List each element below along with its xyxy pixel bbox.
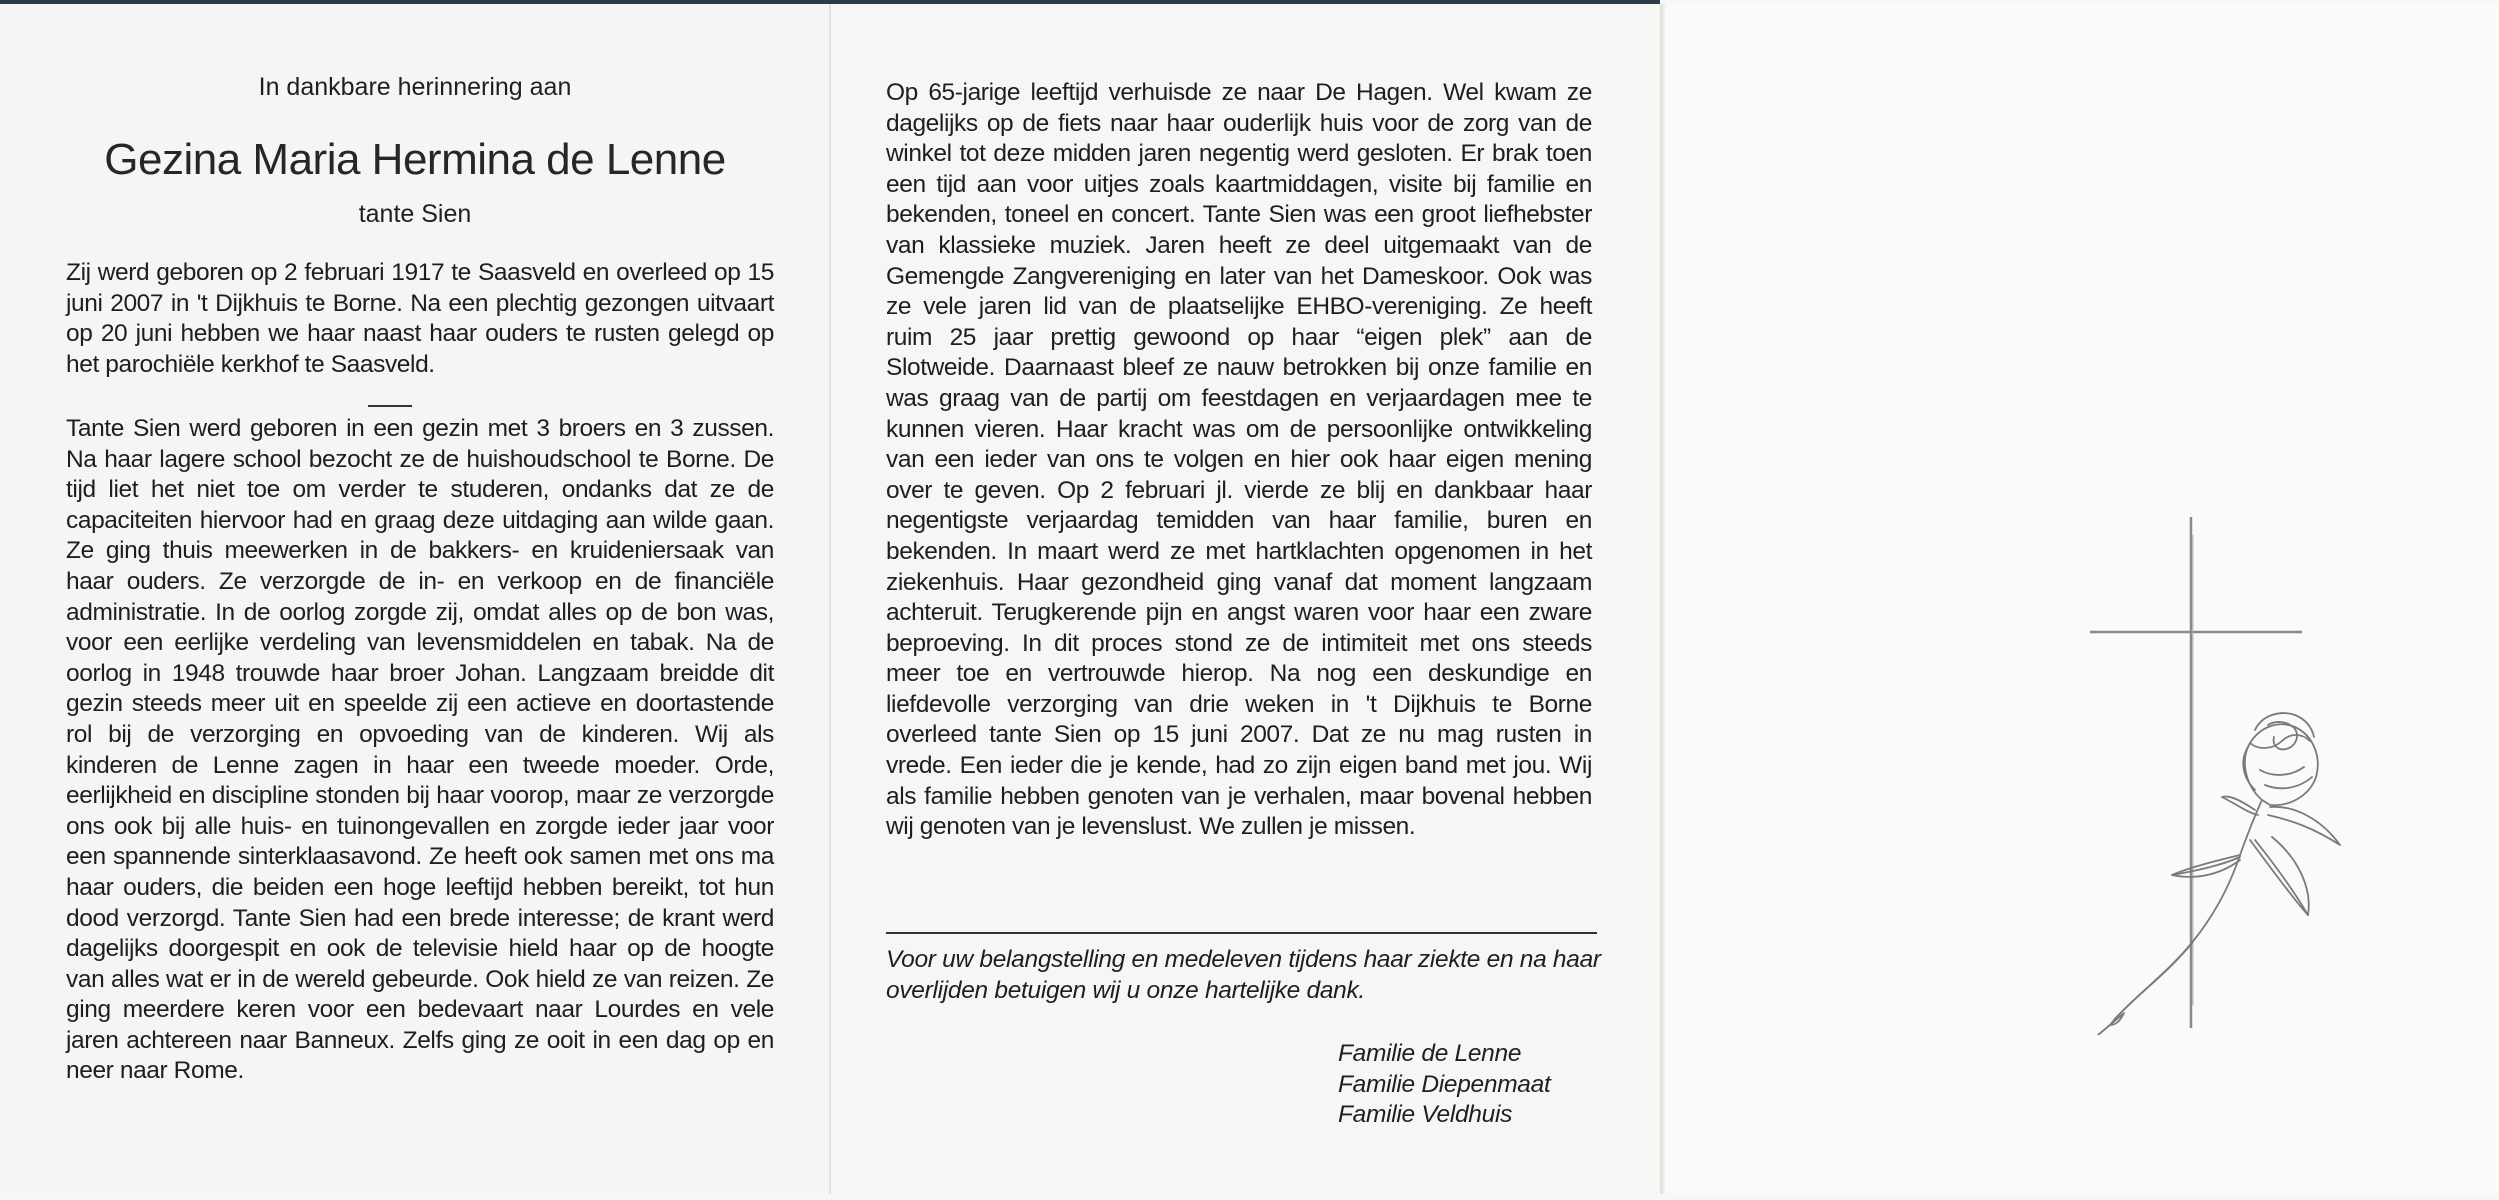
right-panel xyxy=(1665,4,2499,1194)
signature: Familie de Lenne xyxy=(1338,1040,1522,1067)
fold-line xyxy=(1660,4,1665,1194)
divider xyxy=(886,932,1597,934)
intro-text: In dankbare herinnering aan xyxy=(258,73,572,101)
thanks-text: Voor uw belangstelling en medeleven tijdens haar ziekte en na haar overlijden betuigen wij u onze hartelijke dank. xyxy=(886,946,1601,1004)
cross-icon xyxy=(2090,517,2302,1028)
signature: Familie Diepenmaat xyxy=(1338,1070,1551,1098)
biography-paragraph: Zij werd geboren op 2 februari 1917 te Saasveld en overleed op 15 juni 2007 in 't Dijkhuis te Borne. Na een plechtig gezongen uitvaart op 20 juni hebben we haar naast haar ouders te rusten gelegd op het parochiële kerkhof te Saasveld. xyxy=(66,259,774,378)
cross-rose-drawing xyxy=(2090,515,2350,1035)
signature: Familie Veldhuis xyxy=(1338,1101,1513,1128)
deceased-name: Gezina Maria Hermina de Lenne xyxy=(104,135,726,184)
rose-icon xyxy=(2098,713,2340,1035)
biography-paragraph: Op 65-jarige leeftijd verhuisde ze naar De Hagen. Wel kwam ze dagelijks op de fiets naar haar ouderlijk huis voor de zorg van de winkel tot deze midden jaren negentig werd gesloten. Er brak toen een tijd aan voor uitjes zoals kaartmiddagen, visite bij familie en bekenden, toneel en concert. Tante Sien was een groot liefhebster van klassieke muziek. Jaren heeft ze deel uitgemaakt van de Gemengde Zangvereniging en later van het Dameskoor. Ook was ze vele jaren lid van de plaatselijke EHBO-vereniging. Ze heeft ruim 25 jaar prettig gewoond op haar “eigen plek” aan de Slotweide. Daarnaast bleef ze nauw betrokken bij onze familie en was graag van de partij om feestdagen en verjaardagen mee te kunnen vieren. Haar kracht was om de persoonlijke ontwikkeling van een ieder van ons te volgen en hier ook haar eigen mening over te geven. Op 2 februari jl. vierde ze blij en dankbaar haar negentigste verjaardag temidden van haar familie, buren en bekenden. In maart werd ze met hartklachten opgenomen in het ziekenhuis. Haar gezondheid ging vanaf dat moment langzaam achteruit. Terugkerende pijn en angst waren voor haar een zware beproeving. In dit proces stond ze de intimiteit met ons steeds meer toe en vertrouwde hierop. Na nog een deskundige en liefdevolle verzorging van drie weken in 't Dijkhuis te Borne overleed tante Sien op 15 juni 2007. Dat ze nu mag rusten in vrede. Een ieder die je kende, had zo zijn eigen band met jou. Wij als familie hebben genoten van je verhalen, maar bovenal hebben wij genoten van je levenslust. We zullen je missen. xyxy=(886,79,1592,841)
divider xyxy=(368,405,412,407)
signature-list xyxy=(1338,1039,1550,1131)
biography-paragraph: Tante Sien werd geboren in een gezin met 3 broers en 3 zussen. Na haar lagere school bezocht ze de huishoudschool te Borne. De tijd liet het niet toe om verder te studeren, ondanks dat ze de capaciteiten hiervoor had en graag deze uitdaging aan wilde gaan. Ze ging thuis meewerken in de bakkers- en kruideniersaak van haar ouders. Ze verzorgde de in- en verkoop en de financiële administratie. In de oorlog zorgde zij, omdat alles op de bon was, voor een eerlijke verdeling van levensmiddelen en tabak. Na de oorlog in 1948 trouwde haar broer Johan. Langzaam breidde dit gezin steeds meer uit en speelde zij een actieve en doortastende rol bij de verzorging en opvoeding van de kinderen. Wij als kinderen de Lenne zagen in haar een tweede moeder. Orde, eerlijkheid en discipline stonden bij haar voorop, maar ze verzorgde ons ook bij alle huis- en tuinongevallen en zorgde ieder jaar voor een spannende sinterklaasavond. Ze heeft ook samen met ons ma haar ouders, die beiden een hoge leeftijd hebben bereikt, tot hun dood verzorgd. Tante Sien had een brede interesse; de krant werd dagelijks doorgespit en ook de televisie hield haar op de hoogte van alles wat er in de wereld gebeurde. Ook hield ze van reizen. Ze ging meerdere keren voor een bedevaart naar Lourdes en vele jaren achtereen naar Banneux. Zelfs ging ze ooit in een dag op en neer naar Rome. xyxy=(66,415,774,1085)
nickname: tante Sien xyxy=(358,200,472,228)
